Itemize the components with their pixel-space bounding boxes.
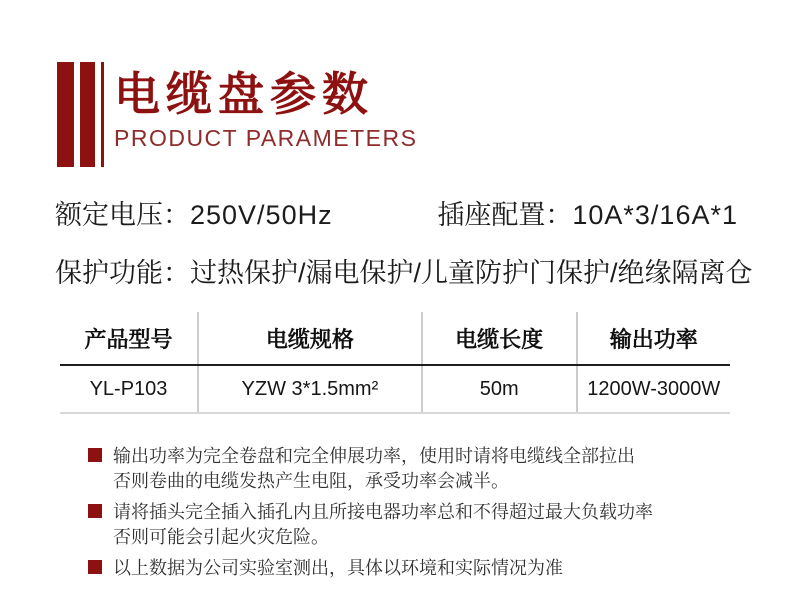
section-header: [0, 0, 790, 167]
note-item: [88, 444, 735, 494]
accent-bar-medium-icon: [80, 62, 95, 167]
spec-table-section: [60, 312, 730, 414]
spec-table: [60, 312, 730, 414]
note-line: 否则可能会引起火灾危险。: [113, 527, 329, 547]
cell-cable-spec: YZW 3*1.5mm²: [198, 365, 422, 413]
note-line: 以上数据为公司实验室测出，具体以环境和实际情况为准: [113, 558, 563, 578]
spec-summary: [55, 200, 753, 288]
cell-model: YL-P103: [60, 365, 198, 413]
page-subtitle: PRODUCT PARAMETERS: [114, 125, 418, 151]
note-text: [113, 444, 635, 494]
rated-voltage-value: 250V/50Hz: [190, 200, 333, 230]
protection-label: 保护功能：: [55, 258, 190, 288]
cell-cable-length: 50m: [422, 365, 577, 413]
note-item: [88, 556, 735, 581]
spec-rated-voltage: [55, 200, 333, 230]
note-line: 请将插头完全插入插孔内且所接电器功率总和不得超过最大负载功率: [113, 502, 653, 522]
col-header-cable-length: 电缆长度: [422, 312, 577, 365]
square-bullet-icon: [88, 448, 102, 462]
note-line: 否则卷曲的电缆发热产生电阻，承受功率会减半。: [113, 471, 509, 491]
notes-section: [88, 444, 735, 581]
col-header-output-power: 输出功率: [577, 312, 730, 365]
col-header-cable-spec: 电缆规格: [198, 312, 422, 365]
col-header-model: 产品型号: [60, 312, 198, 365]
accent-bar-thick-icon: [57, 62, 74, 167]
page-title: 电缆盘参数: [114, 68, 374, 120]
cell-output-power: 1200W-3000W: [577, 365, 730, 413]
square-bullet-icon: [88, 504, 102, 518]
header-text-block: [114, 62, 417, 151]
table-header-row: [60, 312, 730, 365]
table-row: [60, 365, 730, 413]
note-text: [113, 556, 563, 581]
spec-row-voltage-socket: [55, 200, 738, 230]
note-line: 输出功率为完全卷盘和完全伸展功率，使用时请将电缆线全部拉出: [113, 446, 635, 466]
square-bullet-icon: [88, 560, 102, 574]
rated-voltage-label: 额定电压：: [55, 200, 190, 230]
spec-socket-config: [437, 200, 738, 230]
accent-bar-thin-icon: [101, 62, 104, 167]
socket-config-label: 插座配置：: [437, 200, 573, 230]
socket-config-value: 10A*3/16A*1: [572, 200, 738, 230]
spec-row-protection: [55, 258, 753, 288]
protection-value: 过热保护/漏电保护/儿童防护门保护/绝缘隔离仓: [190, 258, 753, 288]
note-item: [88, 500, 735, 550]
note-text: [113, 500, 653, 550]
spec-protection: [55, 258, 753, 288]
accent-bars-icon: [57, 62, 104, 167]
